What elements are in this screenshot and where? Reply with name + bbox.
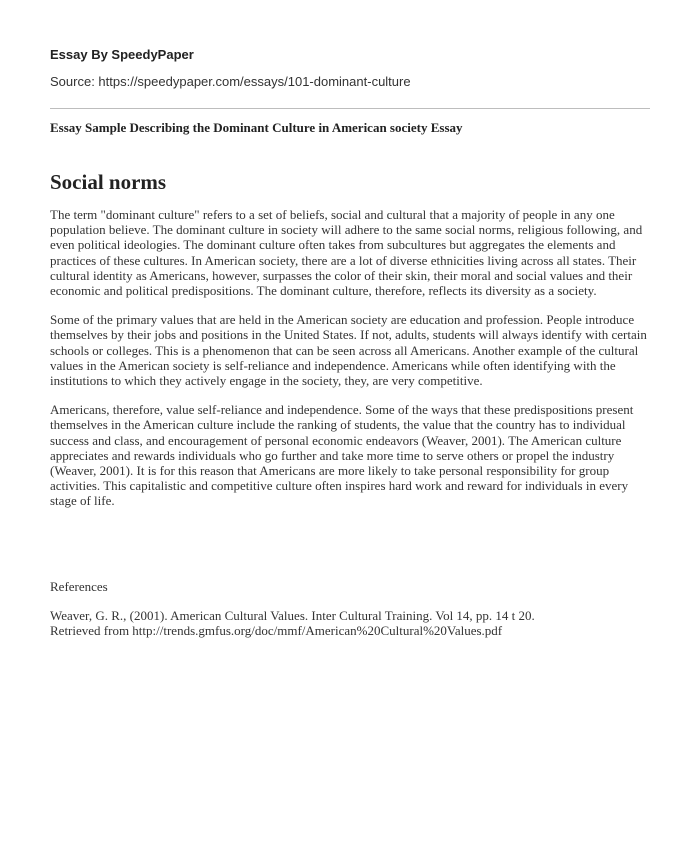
references-heading: References (50, 579, 108, 594)
section-heading: Social norms (50, 170, 167, 194)
paragraph: The term "dominant culture" refers to a set of beliefs, social and cultural that a majority of people in any one population believe. The dominant culture in society will adhere to the same social norms, religious following, and even political ideologies. The dominant culture often takes from subcultures but aggregates the elements and practices of these cultures. In American society, there are a lot of diverse ethnicities living across all states. Their cultural identity as Americans, however, surpasses the color of their skin, their moral and social values and their economic and political predispositions. The dominant culture, therefore, reflects its diversity as a society. (50, 207, 643, 299)
source-line: Source: https://speedypaper.com/essays/101-dominant-culture (50, 74, 411, 89)
essay-title: Essay Sample Describing the Dominant Culture in American society Essay (50, 120, 463, 135)
header-divider (50, 108, 650, 109)
paragraph: Americans, therefore, value self-reliance and independence. Some of the ways that these predispositions present themselves in the American culture include the ranking of students, the value that the country has to individual success and class, and encouragement of personal economic endeavors (Weaver, 2001). The American culture appreciates and rewards individuals who go further and take more time to serve others or propel the industry (Weaver, 2001). It is for this reason that Americans are more likely to take personal responsibility for group activities. This capitalistic and competitive culture often inspires hard work and reward for individuals in every stage of life. (50, 402, 634, 509)
reference-line: Retrieved from http://trends.gmfus.org/doc/mmf/American%20Cultural%20Values.pdf (50, 623, 503, 639)
essay-body (50, 207, 650, 523)
brand-label: Essay By SpeedyPaper (50, 47, 194, 62)
reference-line: Weaver, G. R., (2001). American Cultural Values. Inter Cultural Training. Vol 14, pp. 14 t 20. (50, 608, 535, 623)
paragraph: Some of the primary values that are held in the American society are education and profession. People introduce themselves by their jobs and positions in the United States. If not, adults, students will always identify with certain schools or colleges. This is a phenomenon that can be seen across all Americans. Another example of the cultural values in the American society is self-reliance and independence. Americans while often identifying with the institutions to which they actively engage in the society, they, are very competitive. (50, 312, 647, 389)
reference-entry (50, 608, 650, 638)
